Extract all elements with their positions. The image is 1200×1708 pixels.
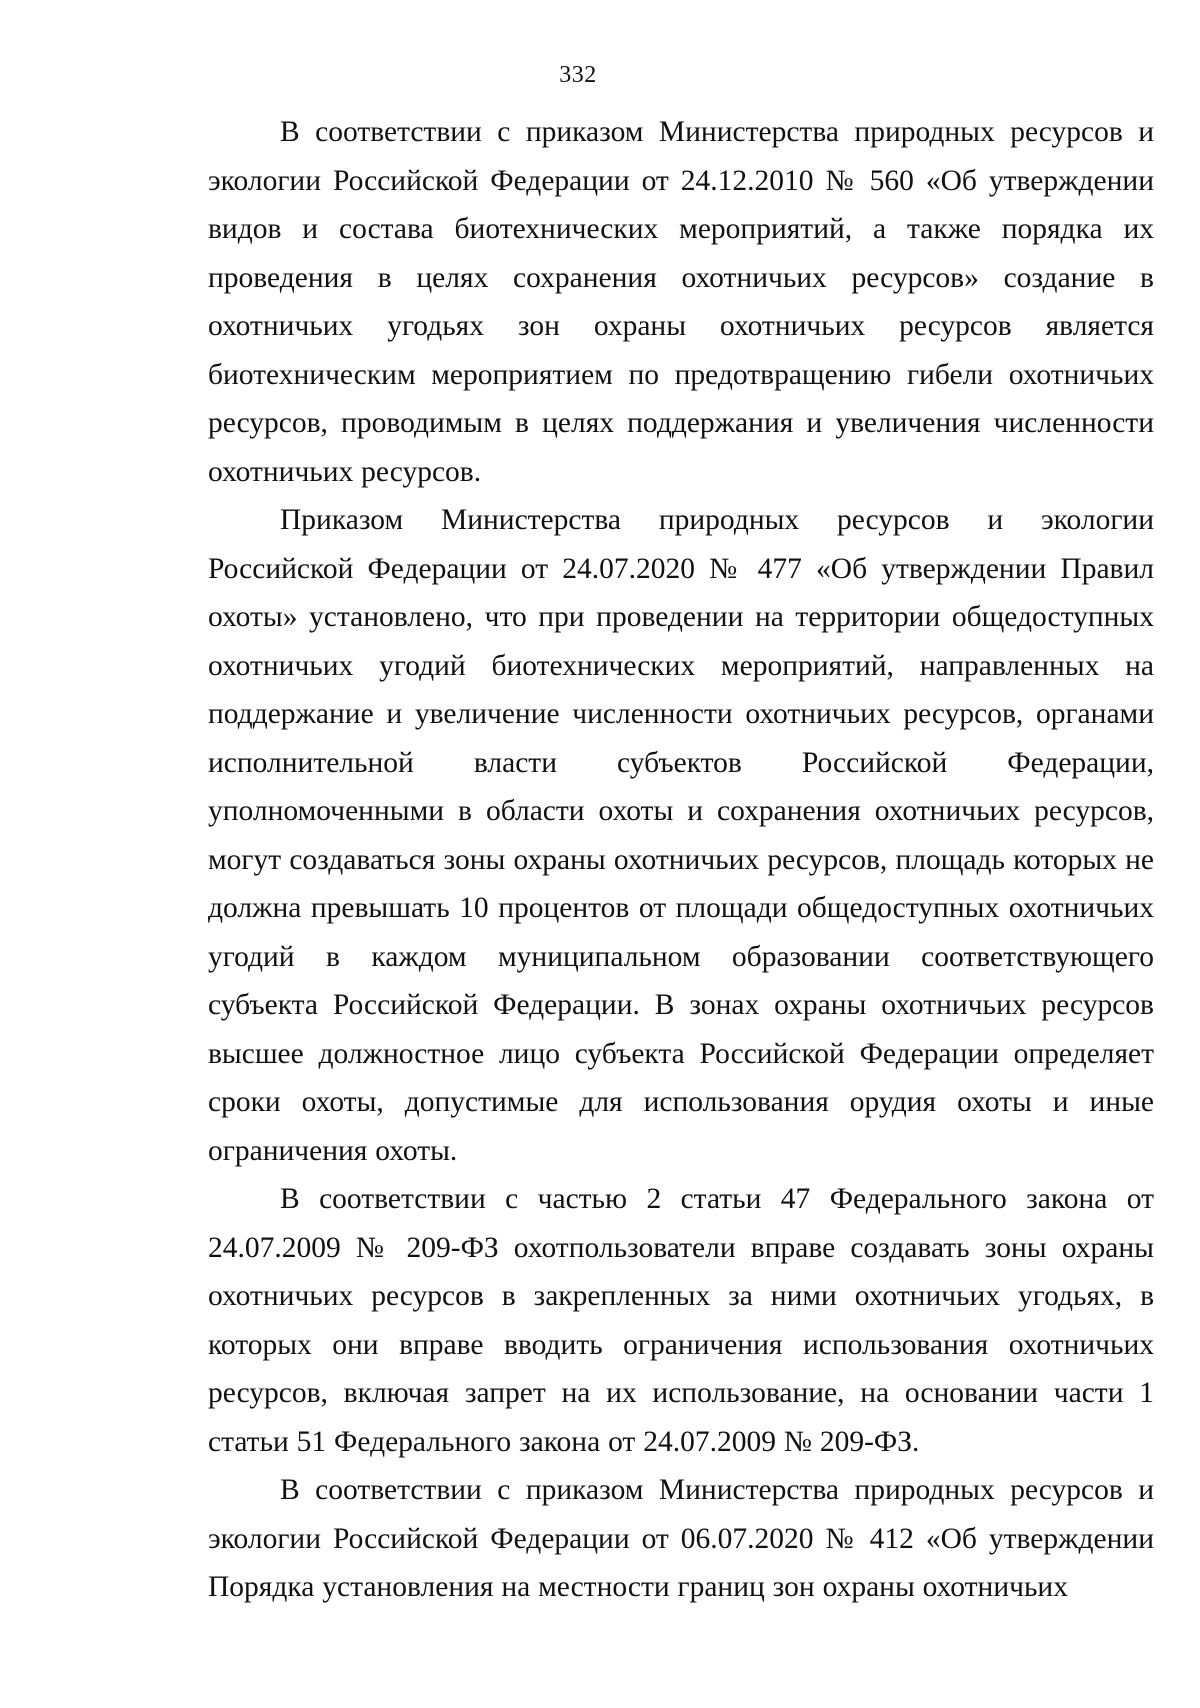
paragraph-law-209: В соответствии с частью 2 статьи 47 Федерального закона от 24.07.2009 № 209-ФЗ охотпользователи вправе создавать зоны охраны охотничьих ресурсов в закрепленных за ними охотничьих угодьях, в которых они вправе вводить ограничения использования охотничьих ресурсов, включая запрет на их использование, на основании части 1 статьи 51 Федерального закона от 24.07.2009 № 209-ФЗ. xyxy=(208,1183,1154,1458)
paragraph-order-477: Приказом Министерства природных ресурсов и экологии Российской Федерации от 24.07.2020 № 477 «Об утверждении Правил охоты» установлено, что при проведении на территории общедоступных охотничьих угодий биотехнических мероприятий, направленных на поддержание и увеличение численности охотничьих ресурсов, органами исполнительной власти субъектов Российской Федерации, уполномоченными в области охоты и сохранения охотничьих ресурсов, могут создаваться зоны охраны охотничьих ресурсов, площадь которых не должна превышать 10 процентов от площади общедоступных охотничьих угодий в каждом муниципальном образовании соответствующего субъекта Российской Федерации. В зонах охраны охотничьих ресурсов высшее должностное лицо субъекта Российской Федерации определяет сроки охоты, допустимые для использования орудия охоты и иные ограничения охоты. xyxy=(208,504,1154,1167)
paragraph-order-412: В соответствии с приказом Министерства природных ресурсов и экологии Российской Федерации от 06.07.2020 № 412 «Об утверждении Порядка установления на местности границ зон охраны охотничьих xyxy=(208,1474,1154,1603)
paragraph-order-560: В соответствии с приказом Министерства природных ресурсов и экологии Российской Федерации от 24.12.2010 № 560 «Об утверждении видов и состава биотехнических мероприятий, а также порядка их проведения в целях сохранения охотничьих ресурсов» создание в охотничьих угодьях зон охраны охотничьих ресурсов является биотехническим мероприятием по предотвращению гибели охотничьих ресурсов, проводимым в целях поддержания и увеличения численности охотничьих ресурсов. xyxy=(208,116,1154,488)
document-body xyxy=(208,108,1154,1612)
page-number: 332 xyxy=(559,62,597,88)
